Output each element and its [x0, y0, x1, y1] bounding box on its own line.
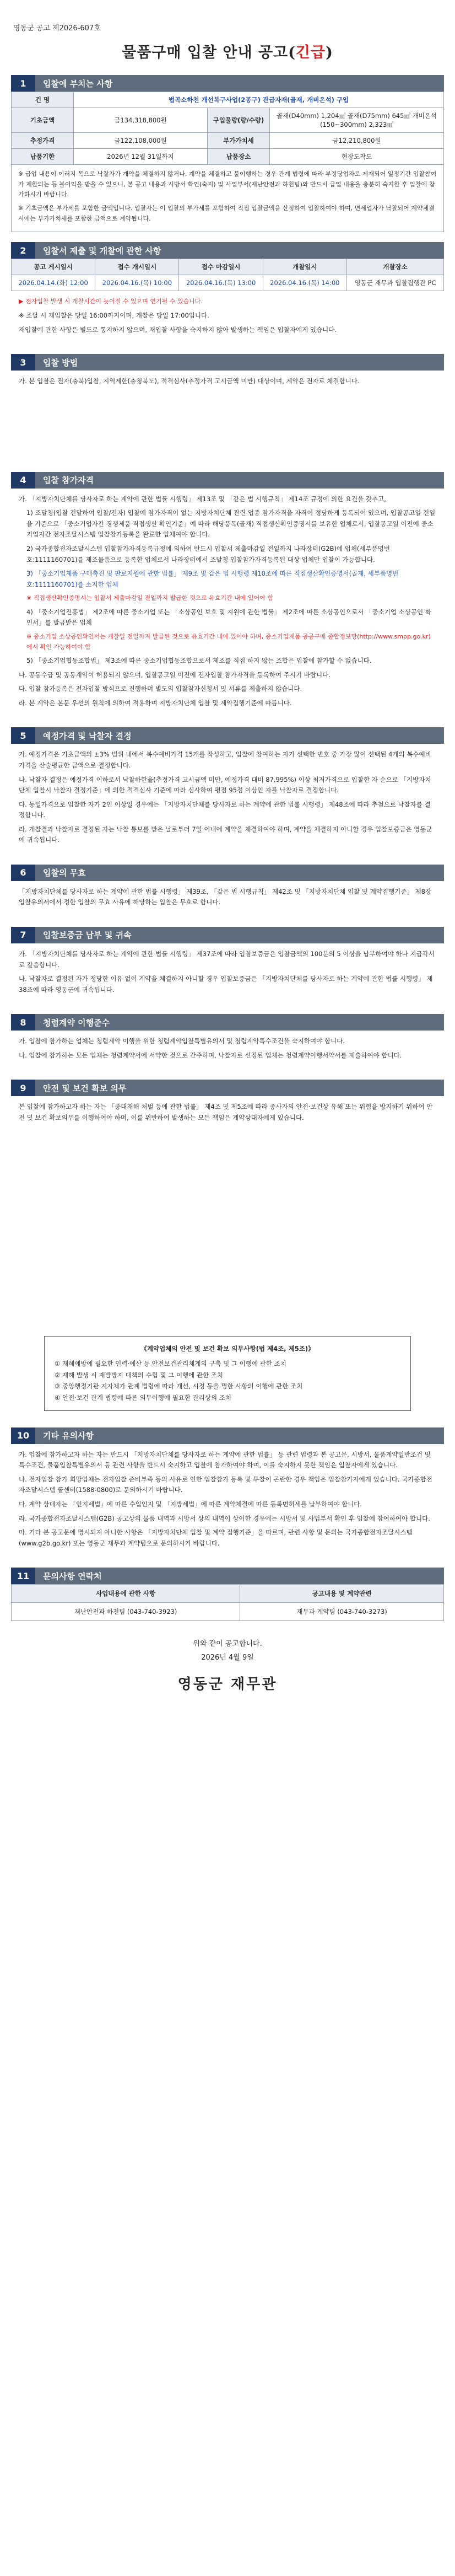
delivery-deadline: 2026년 12월 31일까지 [74, 149, 208, 165]
section-1 [11, 75, 444, 232]
list-item: 1) 조달청(입찰 전달하여 입찰/전자) 입찰에 참가자격이 없는 지방자치단체 관련 업종 참가자격을 자격이 정당하게 등록되어 있으며, 입찰공고일 전일을 기준으로 「중소기업자간 경쟁제품 직접생산 확인기준」에 따라 해당품목(골재) 직접생산확인증명서를 보유한 업체로서, 입찰공고일 이전에 중소기업자간 전자조달시스템 입찰참가등록을 완료한 업체여야 합니다. [26, 509, 436, 539]
list-item: 나. 공동수급 및 공동계약이 허용되지 않으며, 입찰공고일 이전에 전자입찰 참가자격을 등록하여 주시기 바랍니다. [19, 670, 331, 679]
invalid-bid-text: 「지방자치단체를 당사자로 하는 계약에 관한 법률 시행령」 제39조, 「같은 법 시행규칙」 제42조 및 「지방자치단체 입찰 및 계약집행기준」 제8장 입찰유의서에서 정한 입찰의 무효 사유에 해당하는 입찰은 무효로 합니다. [19, 887, 432, 906]
table-row [12, 149, 444, 165]
list-item: 라. 본 계약은 본문 우선의 원칙에 의하여 적용하며 지방자치단체 입찰 및 계약집행기준에 따릅니다. [19, 699, 292, 707]
table-row [12, 108, 444, 133]
section-10-title: 기타 유의사항 [43, 1431, 94, 1441]
table-cell: 2026.04.16.(목) 10:00 [95, 275, 179, 291]
column-header: 공고 게시일시 [12, 259, 95, 275]
table-header-row [12, 1585, 444, 1603]
section-4-body [11, 489, 444, 718]
note-item: ※ 기초금액은 부가세를 포함한 금액입니다. 입찰자는 이 입찰의 부가세를 포함하여 직접 입찰금액을 산정하여 입찰하여야 하며, 면세업자가 낙찰되어 계약체결 시에는 부가가치세를 포함한 금액으로 계약됩니다. [18, 205, 435, 222]
list-item: 3) 「중소기업제품 구매촉진 및 판로지원에 관한 법률」 제9조 및 같은 법 시행령 제10조에 따른 직접생산확인증명서(골재, 세부품명번호:1111160701)를 소지한 업체 [26, 570, 399, 588]
section-3-body [11, 371, 444, 396]
table-cell: 2026.04.16.(목) 14:00 [263, 275, 346, 291]
section-11-number: 11 [11, 1568, 35, 1584]
list-item: 다. 입찰 참가등록은 전자입찰 방식으로 진행하며 별도의 입찰참가신청서 및 서류를 제출하지 않습니다. [19, 685, 302, 693]
section-10-number: 10 [11, 1427, 35, 1444]
section-6-title: 입찰의 무효 [43, 868, 86, 878]
section-8-title: 청렴계약 이행준수 [43, 1017, 110, 1028]
table-row [12, 92, 444, 108]
section-3-number: 3 [11, 354, 35, 371]
spacer [11, 1132, 444, 1314]
section-3-title: 입찰 방법 [43, 357, 78, 368]
section-2-header [11, 242, 444, 259]
list-item: ④ 안전·보건 관계 법령에 따른 의무이행에 필요한 관리상의 조치 [55, 1394, 231, 1402]
section-5-number: 5 [11, 727, 35, 744]
label-base-amount: 기초금액 [12, 108, 74, 133]
section-4-title: 입찰 참가자격 [43, 475, 94, 486]
section-6-body [11, 881, 444, 917]
section-8-header [11, 1014, 444, 1031]
section-4-number: 4 [11, 472, 35, 489]
column-header: 사업내용에 관한 사항 [12, 1585, 240, 1603]
list-item: 나. 전자입찰 참가 희망업체는 전자입찰 준비부족 등의 사유로 인한 입찰참가 등록 및 투찰이 곤란한 경우 책임은 입찰참가자에게 있습니다. 국가종합전자조달시스템 콜센터(1588-0800)로 문의하시기 바랍니다. [19, 1475, 432, 1494]
section-11-header [11, 1568, 444, 1584]
section-1-title: 입찰에 부치는 사항 [43, 78, 113, 89]
section-6 [11, 865, 444, 917]
notice-number: 영동군 공고 제2026-607호 [13, 24, 101, 33]
safety-box-title: 《계약업체의 안전 및 보건 확보 의무사항(법 제4조, 제5조)》 [140, 1345, 315, 1353]
section-11 [11, 1568, 444, 1621]
label-estimated-price: 추정가격 [12, 133, 74, 149]
list-item: 5) 「중소기업협동조합법」 제3조에 따른 중소기업협동조합으로서 제조를 직접 하지 않는 조합은 입찰에 참가할 수 없습니다. [26, 657, 372, 665]
note-item: ※ 조달 시 재입찰은 당일 16:00까지이며, 개찰은 당일 17:00입니다. [19, 312, 209, 320]
section-5-title: 예정가격 및 낙찰자 결정 [43, 731, 132, 741]
table-row [12, 1603, 444, 1621]
contact-dept-contract: 재무과 계약팀 (043-740-3273) [240, 1603, 444, 1621]
section-5 [11, 727, 444, 854]
contact-table [11, 1584, 444, 1621]
section-7-body [11, 943, 444, 1004]
estimated-price: 금122,108,000원 [74, 133, 208, 149]
column-header: 접수 개시일시 [95, 259, 179, 275]
list-item: 다. 계약 상대자는 「인지세법」에 따른 수입인지 및 「지방세법」에 따른 계약체결에 따른 등록면허세를 납부하여야 합니다. [19, 1500, 362, 1508]
list-item: 가. 예정가격은 기초금액의 ±3% 범위 내에서 복수예비가격 15개를 작성하고, 입찰에 참여하는 자가 선택한 번호 중 가장 많이 선택된 4개의 복수예비가격을 산술평균한 금액으로 결정합니다. [19, 750, 431, 770]
table-header-row [12, 259, 444, 275]
base-amount: 금134,318,800원 [74, 108, 208, 133]
notice-date: 2026년 4월 9일 [201, 1653, 254, 1662]
spacer [11, 396, 444, 462]
list-item: ① 재해예방에 필요한 인력·예산 등 안전보건관리체계의 구축 및 그 이행에 관한 조치 [55, 1360, 286, 1368]
list-item: ③ 중앙행정기관·지자체가 관계 법령에 따라 개선, 시정 등을 명한 사항의 이행에 관한 조치 [55, 1382, 303, 1391]
table-row [12, 133, 444, 149]
notice-page [11, 0, 444, 1693]
list-item: 라. 개찰결과 낙찰자로 결정된 자는 낙찰 통보를 받은 날로부터 7일 이내에 계약을 체결하여야 하며, 계약을 체결하지 아니할 경우 입찰보증금은 영동군에 귀속됩니다. [19, 825, 432, 844]
section-3 [11, 354, 444, 396]
note-item: ※ 급업 내용이 이러지 목으로 낙찰자가 계약을 체결하지 않거나, 계약을 체결하고 불이행하는 경우 관계 법령에 따라 부정당업자로 제재되어 일정기간 입찰참여가 제한되는 등 불이익을 받을 수 있으니, 본 공고 내용과 시방서 확인(숙지) 및 사업부서(재난안전과 하천팀)와 반드시 급업 내용을 충분히 숙지한 후 입찰에 참가하시기 바랍니다. [18, 170, 437, 198]
schedule-table [11, 259, 444, 291]
section-2 [11, 242, 444, 344]
section-11-title: 문의사항 연락처 [43, 1571, 102, 1581]
list-item: ② 재해 발생 시 재발방지 대책의 수립 및 그 이행에 관한 조치 [55, 1371, 224, 1379]
section-5-body [11, 744, 444, 854]
table-cell: 2026.04.16.(목) 13:00 [179, 275, 263, 291]
label-item-name: 건 명 [12, 92, 74, 108]
list-item: 라. 국가종합전자조달시스템(G2B) 공고상의 물품 내역과 시방서 상의 내역이 상이한 경우에는 시방서 및 사업부서 확인 후 입찰에 참여하여야 합니다. [19, 1514, 430, 1522]
list-item: 나. 입찰에 참가하는 모든 업체는 청렴계약서에 서약한 것으로 간주하며, 낙찰자로 선정된 업체는 청렴계약이행서약서를 제출하여야 합니다. [19, 1051, 402, 1059]
list-item: ※ 직접생산확인증명서는 입찰서 제출마감일 전일까지 발급한 것으로 유효기간 내에 있어야 함 [26, 594, 273, 602]
section-7-number: 7 [11, 927, 35, 943]
section-8-number: 8 [11, 1014, 35, 1031]
section-7-title: 입찰보증금 납부 및 귀속 [43, 930, 132, 941]
section-10 [11, 1427, 444, 1558]
note-item: ▶ 전자입찰 발생 시 개찰시간이 늦어질 수 있으며 연기될 수 있습니다. [19, 298, 203, 305]
bid-info-table [11, 92, 444, 165]
list-item: 나. 낙찰자로 결정된 자가 정당한 이유 없이 계약을 체결하지 아니할 경우 입찰보증금은 「지방자치단체를 당사자로 하는 계약에 관한 법률 시행령」 제38조에 따라 영동군에 귀속됩니다. [19, 975, 433, 994]
page-title [11, 40, 444, 62]
table-row [12, 275, 444, 291]
contact-dept-project: 재난안전과 하천팀 (043-740-3923) [12, 1603, 240, 1621]
section-3-header [11, 354, 444, 371]
note-item: 재입찰에 관한 사항은 별도로 통지하지 않으며, 재입찰 사항을 숙지하지 않아 발생하는 책임은 입찰자에게 있습니다. [19, 325, 337, 334]
list-item: 가. 「지방자치단체를 당사자로 하는 계약에 관한 법률 시행령」 제13조 및 「같은 법 시행규칙」 제14조 규정에 의한 요건을 갖추고, [19, 495, 386, 503]
section-10-body [11, 1444, 444, 1558]
safety-text: 본 입찰에 참가하고자 하는 자는 「중대재해 처벌 등에 관한 법률」 제4조 및 제5조에 따라 종사자의 안전·보건상 유해 또는 위험을 방지하기 위하여 안전 및 보건 확보의무를 이행하여야 하며, 이를 위반하여 발생하는 모든 책임은 계약상대자에게 있습니다. [19, 1103, 433, 1121]
closing-text: 위와 같이 공고합니다. [193, 1640, 262, 1649]
list-item: 가. 「지방자치단체를 당사자로 하는 계약에 관한 법률 시행령」 제37조에 따라 입찰보증금은 입찰금액의 100분의 5 이상을 납부하여야 하나 지급각서로 갈음합니다. [19, 949, 435, 969]
item-name: 법곡소하천 개선복구사업(2공구) 관급자재(골재, 개비온석) 구입 [74, 92, 444, 108]
section-1-notes [11, 165, 444, 232]
section-8 [11, 1014, 444, 1070]
list-item: 2) 국가종합전자조달시스템 입찰참가자격등록규정에 의하여 반드시 입찰서 제출마감일 전일까지 나라장터(G2B)에 업체(세부품명번호:1111160701)를 제조물품으로 등록한 업체로서 나라장터에서 조달청 입찰참가자격등록된 대상 업체만 입찰이 가능합니다. [26, 544, 390, 564]
column-header: 공고내용 및 계약관련 [240, 1585, 444, 1603]
section-6-number: 6 [11, 865, 35, 881]
label-quantity: 구입물량(량/수량) [208, 108, 270, 133]
section-9-title: 안전 및 보건 확보 의무 [43, 1083, 127, 1093]
label-delivery-place: 납품장소 [208, 149, 270, 165]
section-1-header [11, 75, 444, 92]
vat: 금12,210,800원 [270, 133, 444, 149]
section-9-body [11, 1096, 444, 1132]
list-item: 가. 입찰에 참가하고자 하는 자는 반드시 「지방자치단체를 당사자로 하는 계약에 관한 법률」 등 관련 법령과 본 공고문, 시방서, 물품계약일반조건 및 특수조건, 물품입찰특별유의서 등 관련 사항을 반드시 숙지하고 입찰에 참가하여야 하며, 이를 숙지하지 못한 책임은 입찰자에게 있습니다. [19, 1450, 431, 1469]
label-delivery-deadline: 납품기한 [12, 149, 74, 165]
section-6-header [11, 865, 444, 881]
bid-method-text: 가. 본 입찰은 전자(충북)입찰, 지역제한(충청북도), 적격심사(추정가격 고시금액 미만) 대상이며, 계약은 전자로 체결합니다. [19, 377, 360, 385]
section-7 [11, 927, 444, 1004]
section-8-body [11, 1031, 444, 1070]
section-5-header [11, 727, 444, 744]
section-2-title: 입찰서 제출 및 개찰에 관한 사항 [43, 245, 161, 256]
section-2-notes [11, 291, 444, 344]
section-4-header [11, 472, 444, 489]
title-close: ) [326, 44, 333, 61]
issuer-name: 영동군 재무관 [177, 1676, 278, 1693]
safety-obligations-box [44, 1336, 411, 1410]
column-header: 개찰일시 [263, 259, 346, 275]
table-cell: 2026.04.14.(화) 12:00 [12, 275, 95, 291]
title-urgent-label: 긴급 [295, 44, 326, 61]
section-1-number: 1 [11, 75, 35, 92]
column-header: 접수 마감일시 [179, 259, 263, 275]
column-header: 개찰장소 [346, 259, 443, 275]
list-item: ※ 중소기업 소상공인확인서는 개찰일 전일까지 발급된 것으로 유효기간 내에 있어야 하며, 중소기업제품 공공구매 종합정보망(http://www.smpp.go.kr)에서 확인 가능하여야 함 [26, 632, 431, 651]
section-10-header [11, 1427, 444, 1444]
title-main: 물품구매 입찰 안내 공고( [122, 44, 296, 61]
list-item: 4) 「중소기업진흥법」 제2조에 따른 중소기업 또는 「소상공인 보호 및 지원에 관한 법률」 제2조에 따른 소상공인으로서 「중소기업 소상공인 확인서」를 발급받은 업체 [26, 608, 431, 627]
label-vat: 부가가치세 [208, 133, 270, 149]
table-cell: 영동군 재무과 입찰집행관 PC [346, 275, 443, 291]
list-item: 다. 동일가격으로 입찰한 자가 2인 이상일 경우에는 「지방자치단체를 당사자로 하는 계약에 관한 법률 시행령」 제48조에 따라 추첨으로 낙찰자를 결정합니다. [19, 800, 431, 819]
quantity: 골재(D40mm) 1,204㎥ 골재(D75mm) 645㎥ 개비온석(150~300mm) 2,323㎥ [270, 108, 444, 133]
section-2-number: 2 [11, 242, 35, 259]
closing-statement [11, 1638, 444, 1665]
section-4 [11, 472, 444, 718]
list-item: 마. 기타 본 공고문에 명시되지 아니한 사항은 「지방자치단체 입찰 및 계약 집행기준」을 따르며, 관련 사항 및 문의는 국가종합전자조달시스템(www.g2b.go.kr) 또는 영동군 재무과 계약팀으로 문의하시기 바랍니다. [19, 1528, 413, 1547]
list-item: 나. 낙찰자 결정은 예정가격 이하로서 낙찰하한율(추정가격 고시금액 미만, 예정가격 대비 87.995%) 이상 최저가격으로 입찰한 자 순으로 「지방자치단체 입찰시 낙찰자 결정기준」에 의한 적격심사 기준에 따라 심사하여 평점 95점 이상인 자를 낙찰자로 결정합니다. [19, 775, 431, 795]
section-7-header [11, 927, 444, 943]
list-item: 가. 입찰에 참가하는 업체는 청렴계약 이행을 위한 청렴계약입찰특별유의서 및 청렴계약특수조건을 숙지하여야 합니다. [19, 1037, 345, 1045]
section-9-header [11, 1080, 444, 1096]
section-9-number: 9 [11, 1080, 35, 1096]
section-9 [11, 1080, 444, 1132]
delivery-place: 현장도착도 [270, 149, 444, 165]
